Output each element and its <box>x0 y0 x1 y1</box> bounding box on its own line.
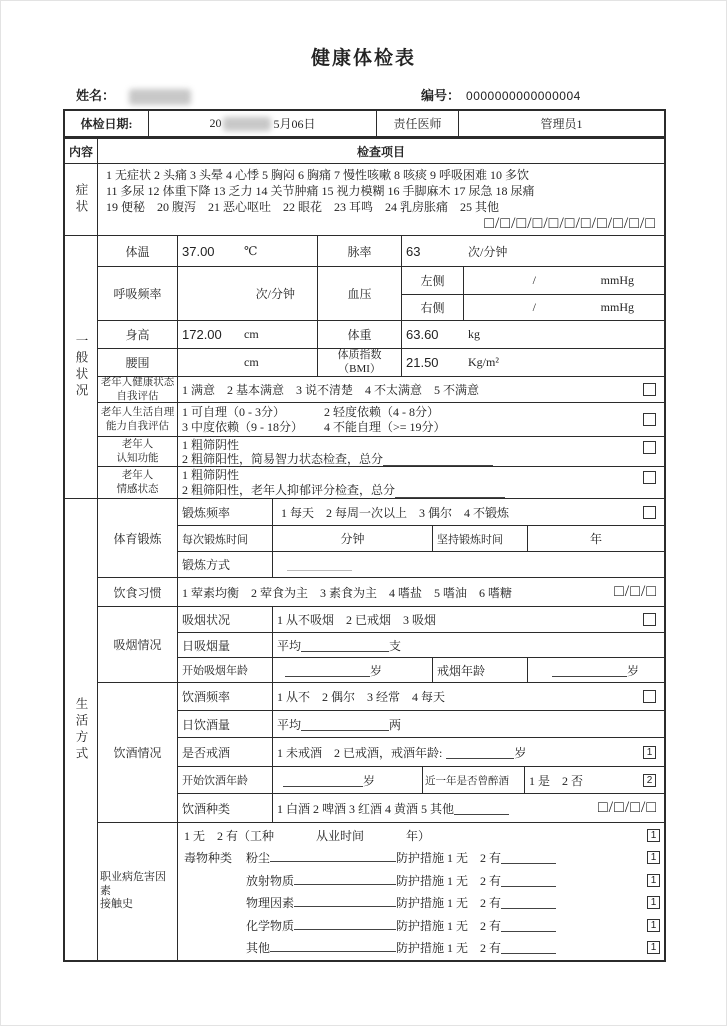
elderly-cognition-content-cell <box>178 437 664 466</box>
emotion-score-blank[interactable] <box>395 485 505 498</box>
smoking-daily-row <box>178 632 664 657</box>
occupational-row1-checkbox[interactable]: 1 <box>647 829 660 842</box>
pulse-unit: 次/分钟 <box>468 244 508 259</box>
lifestyle-section <box>65 498 664 960</box>
drinking-start-blank[interactable] <box>283 774 363 787</box>
bp-right-unit: mmHg <box>600 300 634 314</box>
diet-row <box>98 577 664 606</box>
toxin-physical-name: 物理因素 <box>246 896 295 911</box>
smoking-quit-unit: 岁 <box>627 663 640 678</box>
exercise-freq-row <box>178 499 664 525</box>
bp-left-slash: / <box>532 273 536 287</box>
toxin-type-label: 毒物种类 <box>184 851 233 866</box>
bp-left-label: 左侧 <box>402 267 464 294</box>
smoking-daily-blank[interactable] <box>301 639 389 652</box>
elderly-emotion-row <box>98 466 664 498</box>
exercise-persist-unit: 年 <box>589 532 602 546</box>
smoking-daily-label: 日吸烟量 <box>178 633 273 657</box>
elderly-health-options: 1 满意 2 基本满意 3 说不清楚 4 不太满意 5 不满意 <box>182 383 480 397</box>
toxin-dust-protect-blank[interactable] <box>501 851 556 864</box>
doctor-value: 管理员1 <box>540 117 583 131</box>
diet-options: 1 荤素均衡 2 荤食为主 3 素食为主 4 嗜盐 5 嗜油 6 嗜糖 <box>182 585 513 600</box>
bmi-label <box>318 349 402 376</box>
elderly-selfcare-line2: 3 中度依赖（9 - 18分） 4 不能自理（>= 19分） <box>182 419 446 434</box>
occupational-content <box>178 823 664 960</box>
toxin-dust-blank[interactable] <box>270 849 396 862</box>
exam-date-label: 体检日期: <box>65 111 149 136</box>
lifestyle-rows <box>98 499 664 960</box>
drinking-kind-label: 饮酒种类 <box>178 794 273 822</box>
toxin-row-chemical <box>184 917 660 934</box>
exercise-mode-label: 锻炼方式 <box>178 552 273 577</box>
elderly-selfcare-options-cell <box>178 403 664 436</box>
elderly-cognition-line1: 1 粗筛阴性 <box>182 437 240 452</box>
symptoms-content <box>98 164 664 235</box>
bmi-value-cell[interactable] <box>402 349 664 376</box>
exam-date-redaction <box>223 117 271 131</box>
smoking-rows <box>178 607 664 682</box>
drinking-daily-value[interactable] <box>273 711 664 737</box>
info-table <box>63 109 666 138</box>
toxin-radiation-checkbox[interactable]: 1 <box>647 874 660 887</box>
toxin-radiation-field[interactable] <box>246 872 396 889</box>
drinking-start-unit: 岁 <box>363 773 376 788</box>
exercise-time-label: 每次锻炼时间 <box>178 526 273 551</box>
temp-value-cell[interactable] <box>178 236 318 266</box>
general-status-section <box>65 235 664 498</box>
drinking-freq-options: 1 从不 2 偶尔 3 经常 4 每天 <box>277 690 446 704</box>
smoking-start-unit: 岁 <box>370 663 383 678</box>
exercise-freq-checkbox[interactable] <box>643 506 656 519</box>
symptoms-category-cell <box>65 164 98 235</box>
smoking-status-options: 1 从不吸烟 2 已戒烟 3 吸烟 <box>277 613 437 627</box>
symptoms-checkboxes[interactable]: □/□/□/□/□/□/□/□/□/□/□ <box>484 215 656 232</box>
toxin-physical-protect: 防护措施 1 无 2 有 <box>396 896 502 911</box>
toxin-other-name: 其他 <box>246 940 271 955</box>
bmi-label-line2: （BMI） <box>338 362 381 375</box>
exercise-freq-options-cell <box>273 499 664 525</box>
occupational-row1 <box>184 827 660 844</box>
toxin-dust-name: 粉尘 <box>246 851 271 866</box>
elderly-emotion-content-cell <box>178 467 664 498</box>
drinking-kind-row <box>178 793 664 822</box>
general-category-cell <box>65 236 98 498</box>
pulse-value: 63 <box>406 243 421 259</box>
toxin-physical-field[interactable] <box>246 894 396 911</box>
toxin-radiation-protect-blank[interactable] <box>501 874 556 887</box>
pulse-value-cell[interactable] <box>402 236 664 266</box>
drinking-kind-options: 1 白酒 2 啤酒 3 红酒 4 黄酒 5 其他 <box>277 801 455 816</box>
drinking-rows <box>178 683 664 822</box>
toxin-row-radiation <box>184 872 660 889</box>
toxin-chemical-protect: 防护措施 1 无 2 有 <box>396 918 502 933</box>
bp-cells <box>402 267 664 320</box>
toxin-physical-checkbox[interactable]: 1 <box>647 896 660 909</box>
toxin-other-protect: 防护措施 1 无 2 有 <box>396 940 502 955</box>
smoking-start-value[interactable] <box>273 658 433 682</box>
column-header-content: 内容 <box>65 139 98 163</box>
smoking-status-row <box>178 607 664 632</box>
smoking-status-options-cell <box>273 607 664 632</box>
temp-value: 37.00 <box>182 243 215 259</box>
elderly-cognition-content <box>182 438 643 466</box>
occupational-label-line2: 接触史 <box>100 898 133 911</box>
general-category-label: 一般状况 <box>74 334 88 400</box>
exercise-mode-blank[interactable] <box>287 558 352 571</box>
drinking-kind-checkboxes[interactable]: □/□/□/□ <box>598 799 657 816</box>
exercise-label: 体育锻炼 <box>98 499 178 577</box>
smoking-quit-label: 戒烟年龄 <box>433 658 528 682</box>
elderly-health-label <box>98 377 178 402</box>
waist-value-cell[interactable] <box>178 349 318 376</box>
smoking-status-checkbox[interactable] <box>643 613 656 626</box>
drunk-label: 近一年是否曾醉酒 <box>423 767 525 793</box>
column-header-items: 检查项目 <box>356 144 405 159</box>
height-unit: cm <box>244 327 259 341</box>
drinking-quit-label: 是否戒酒 <box>178 738 273 766</box>
elderly-health-checkbox[interactable] <box>643 383 656 396</box>
toxin-other-protect-blank[interactable] <box>501 941 556 954</box>
toxin-radiation-blank[interactable] <box>294 872 396 885</box>
bp-right-row <box>402 294 664 320</box>
toxin-row-physical <box>184 894 660 911</box>
toxin-other-field[interactable] <box>246 939 396 956</box>
temp-pulse-row <box>98 236 664 266</box>
elderly-selfcare-options <box>182 405 643 435</box>
name-redaction <box>129 89 191 105</box>
height-value-cell[interactable] <box>178 321 318 348</box>
exercise-mode-row <box>178 551 664 577</box>
drunk-checkbox[interactable]: 2 <box>643 774 656 787</box>
drinking-daily-unit: 两 <box>389 717 402 732</box>
exercise-persist-value[interactable] <box>528 526 664 551</box>
occupational-label-line1: 职业病危害因素 <box>100 870 166 897</box>
elderly-cognition-label <box>98 437 178 466</box>
name-label: 姓名： <box>76 88 116 103</box>
pulse-label: 脉率 <box>318 236 402 266</box>
exercise-block <box>98 499 664 577</box>
toxin-radiation-protect: 防护措施 1 无 2 有 <box>396 873 502 888</box>
toxin-radiation-name: 放射物质 <box>246 873 295 888</box>
smoking-status-label: 吸烟状况 <box>178 607 273 632</box>
code-value: 0000000000000004 <box>466 89 581 103</box>
toxin-chemical-blank[interactable] <box>294 917 396 930</box>
cognition-score-blank[interactable] <box>383 453 493 466</box>
bmi-label-line1: 体质指数 <box>337 348 382 361</box>
elderly-health-row <box>98 376 664 402</box>
height-weight-row <box>98 320 664 348</box>
drinking-daily-blank[interactable] <box>301 718 389 731</box>
lifestyle-category-label: 生活方式 <box>74 696 88 763</box>
elderly-cognition-row <box>98 436 664 466</box>
elderly-emotion-content <box>182 468 643 498</box>
occupational-block <box>98 822 664 960</box>
drinking-freq-checkbox[interactable] <box>643 690 656 703</box>
drinking-freq-options-cell <box>273 683 664 710</box>
doctor-label: 责任医师 <box>377 111 459 136</box>
toxin-chemical-checkbox[interactable]: 1 <box>647 919 660 932</box>
bp-left-row <box>402 267 664 294</box>
elderly-selfcare-line1: 1 可自理（0 - 3分） 2 轻度依赖（4 - 8分） <box>182 404 439 419</box>
weight-unit: kg <box>468 327 480 341</box>
bp-right-slash: / <box>532 300 536 314</box>
weight-value: 63.60 <box>406 327 439 342</box>
smoking-daily-value[interactable] <box>273 633 664 657</box>
toxin-dust-protect: 防护措施 1 无 2 有 <box>396 851 502 866</box>
elderly-selfcare-label-line2: 能力自我评估 <box>106 420 169 432</box>
toxin-dust-field[interactable] <box>246 849 396 866</box>
drunk-options-cell <box>525 767 664 793</box>
toxin-dust-checkbox[interactable]: 1 <box>647 851 660 864</box>
toxin-physical-protect-blank[interactable] <box>501 896 556 909</box>
exercise-persist-label: 坚持锻炼时间 <box>433 526 528 551</box>
elderly-cognition-label-line1: 老年人 <box>121 439 154 451</box>
drinking-daily-prefix: 平均 <box>277 717 302 732</box>
toxin-row-dust <box>184 849 660 866</box>
occupational-label <box>98 823 178 960</box>
symptoms-line2: 11 多尿 12 体重下降 13 乏力 14 关节肿痛 15 视力模糊 16 手脚麻木 17 尿急 18 尿痛 <box>106 184 535 198</box>
toxin-chemical-field[interactable] <box>246 917 396 934</box>
resp-value-cell[interactable] <box>178 267 318 320</box>
waist-label: 腰围 <box>98 349 178 376</box>
toxin-chemical-name: 化学物质 <box>246 918 295 933</box>
diet-checkboxes[interactable]: □/□/□ <box>614 583 657 600</box>
elderly-emotion-label-line1: 老年人 <box>121 470 154 482</box>
smoking-daily-unit: 支 <box>389 638 402 653</box>
drinking-freq-label: 饮酒频率 <box>178 683 273 710</box>
elderly-emotion-line2: 2 粗筛阳性，老年人抑郁评分检查，总分 <box>182 482 396 497</box>
drinking-label: 饮酒情况 <box>98 683 178 822</box>
drinking-block <box>98 682 664 822</box>
smoking-start-blank[interactable] <box>285 664 370 677</box>
main-table <box>63 137 666 962</box>
code-label: 编号： <box>421 88 461 103</box>
waist-bmi-row <box>98 348 664 376</box>
diet-label: 饮食习惯 <box>98 578 178 606</box>
drinking-quit-row <box>178 737 664 766</box>
elderly-selfcare-checkbox[interactable] <box>643 413 656 426</box>
drinking-kind-options-cell <box>273 794 664 822</box>
elderly-emotion-checkbox[interactable] <box>643 471 656 484</box>
elderly-selfcare-row <box>98 402 664 436</box>
lifestyle-category-cell <box>65 499 98 960</box>
exercise-time-unit: 分钟 <box>340 532 365 546</box>
elderly-selfcare-label <box>98 403 178 436</box>
smoking-quit-value[interactable] <box>528 658 664 682</box>
exercise-freq-label: 锻炼频率 <box>178 499 273 525</box>
height-value: 172.00 <box>182 327 222 342</box>
smoking-label: 吸烟情况 <box>98 607 178 682</box>
symptoms-line3: 19 便秘 20 腹泻 21 恶心呕吐 22 眼花 23 耳鸣 24 乳房胀痛 25 其他 <box>106 200 500 214</box>
elderly-health-label-line1: 老年人健康状态 <box>100 377 175 389</box>
smoking-quit-blank[interactable] <box>552 664 627 677</box>
resp-unit: 次/分钟 <box>255 287 295 301</box>
smoking-daily-prefix: 平均 <box>277 638 302 653</box>
code-field <box>421 85 581 104</box>
waist-unit: cm <box>244 355 259 369</box>
temp-label: 体温 <box>98 236 178 266</box>
elderly-emotion-label-line2: 情感状态 <box>116 483 159 495</box>
bp-left-value[interactable] <box>464 267 664 294</box>
smoking-block <box>98 606 664 682</box>
elderly-cognition-line2: 2 粗筛阳性，简易智力状态检查，总分 <box>182 451 384 466</box>
symptoms-section <box>65 163 664 235</box>
occupational-row1-text: 1 无 2 有（工种 从业时间 年） <box>184 829 431 843</box>
page-title: 健康体检表 <box>310 48 416 69</box>
drinking-quit-options-cell <box>273 738 664 766</box>
exam-date-value[interactable] <box>149 111 377 136</box>
smoking-start-label: 开始吸烟年龄 <box>178 658 273 682</box>
exercise-mode-value[interactable] <box>273 552 664 577</box>
symptoms-line1: 1 无症状 2 头痛 3 头晕 4 心悸 5 胸闷 6 胸痛 7 慢性咳嗽 8 咳痰 9 呼吸困难 10 多饮 <box>106 168 530 182</box>
resp-bp-row <box>98 266 664 320</box>
bp-right-label: 右侧 <box>402 295 464 320</box>
drinking-daily-row <box>178 710 664 737</box>
elderly-health-options-cell <box>178 377 664 402</box>
bp-label: 血压 <box>318 267 402 320</box>
toxin-physical-blank[interactable] <box>294 894 396 907</box>
elderly-selfcare-label-line1: 老年人生活自理 <box>100 407 175 419</box>
drunk-options: 1 是 2 否 <box>529 773 584 788</box>
exercise-freq-options: 1 每天 2 每周一次以上 3 偶尔 4 不锻炼 <box>281 505 510 520</box>
drinking-start-value[interactable] <box>273 767 423 793</box>
symptoms-category-label: 症状 <box>74 183 88 216</box>
drinking-quit-options: 1 未戒酒 2 已戒酒，戒酒年龄: <box>277 745 443 760</box>
diet-options-cell <box>178 578 664 606</box>
resp-label: 呼吸频率 <box>98 267 178 320</box>
drinking-daily-label: 日饮酒量 <box>178 711 273 737</box>
toxin-other-blank[interactable] <box>270 939 396 952</box>
bmi-value: 21.50 <box>406 355 439 370</box>
height-label: 身高 <box>98 321 178 348</box>
elderly-emotion-line1: 1 粗筛阴性 <box>182 467 240 482</box>
exercise-rows <box>178 499 664 577</box>
elderly-cognition-line2-wrap <box>182 452 643 466</box>
elderly-cognition-checkbox[interactable] <box>643 441 656 454</box>
elderly-emotion-line2-wrap <box>182 483 643 498</box>
drinking-start-row <box>178 766 664 793</box>
elderly-cognition-label-line2: 认知功能 <box>116 452 159 464</box>
temp-unit: ℃ <box>244 243 258 258</box>
drinking-quit-age-blank[interactable] <box>446 746 514 759</box>
weight-value-cell[interactable] <box>402 321 664 348</box>
exam-date-prefix: 20 <box>209 116 222 130</box>
exam-date-suffix: 5月06日 <box>273 117 316 131</box>
toxin-chemical-protect-blank[interactable] <box>501 919 556 932</box>
elderly-health-label-line2: 自我评估 <box>116 390 159 402</box>
bp-left-unit: mmHg <box>600 273 634 287</box>
drinking-freq-row <box>178 683 664 710</box>
drinking-kind-other-blank[interactable] <box>454 802 509 815</box>
toxin-row-other <box>184 939 660 956</box>
form-area <box>63 109 666 962</box>
smoking-age-row <box>178 657 664 682</box>
identity-row <box>76 85 686 105</box>
table-header-row <box>65 139 664 163</box>
drinking-quit-unit: 岁 <box>514 745 527 760</box>
drinking-quit-checkbox[interactable]: 1 <box>643 746 656 759</box>
bmi-unit: Kg/m² <box>468 355 499 369</box>
exercise-time-row <box>178 525 664 551</box>
general-rows <box>98 236 664 498</box>
elderly-emotion-label <box>98 467 178 498</box>
weight-label: 体重 <box>318 321 402 348</box>
drinking-start-label: 开始饮酒年龄 <box>178 767 273 793</box>
exercise-time-value[interactable] <box>273 526 433 551</box>
toxin-other-checkbox[interactable]: 1 <box>647 941 660 954</box>
bp-right-value[interactable] <box>464 295 664 320</box>
